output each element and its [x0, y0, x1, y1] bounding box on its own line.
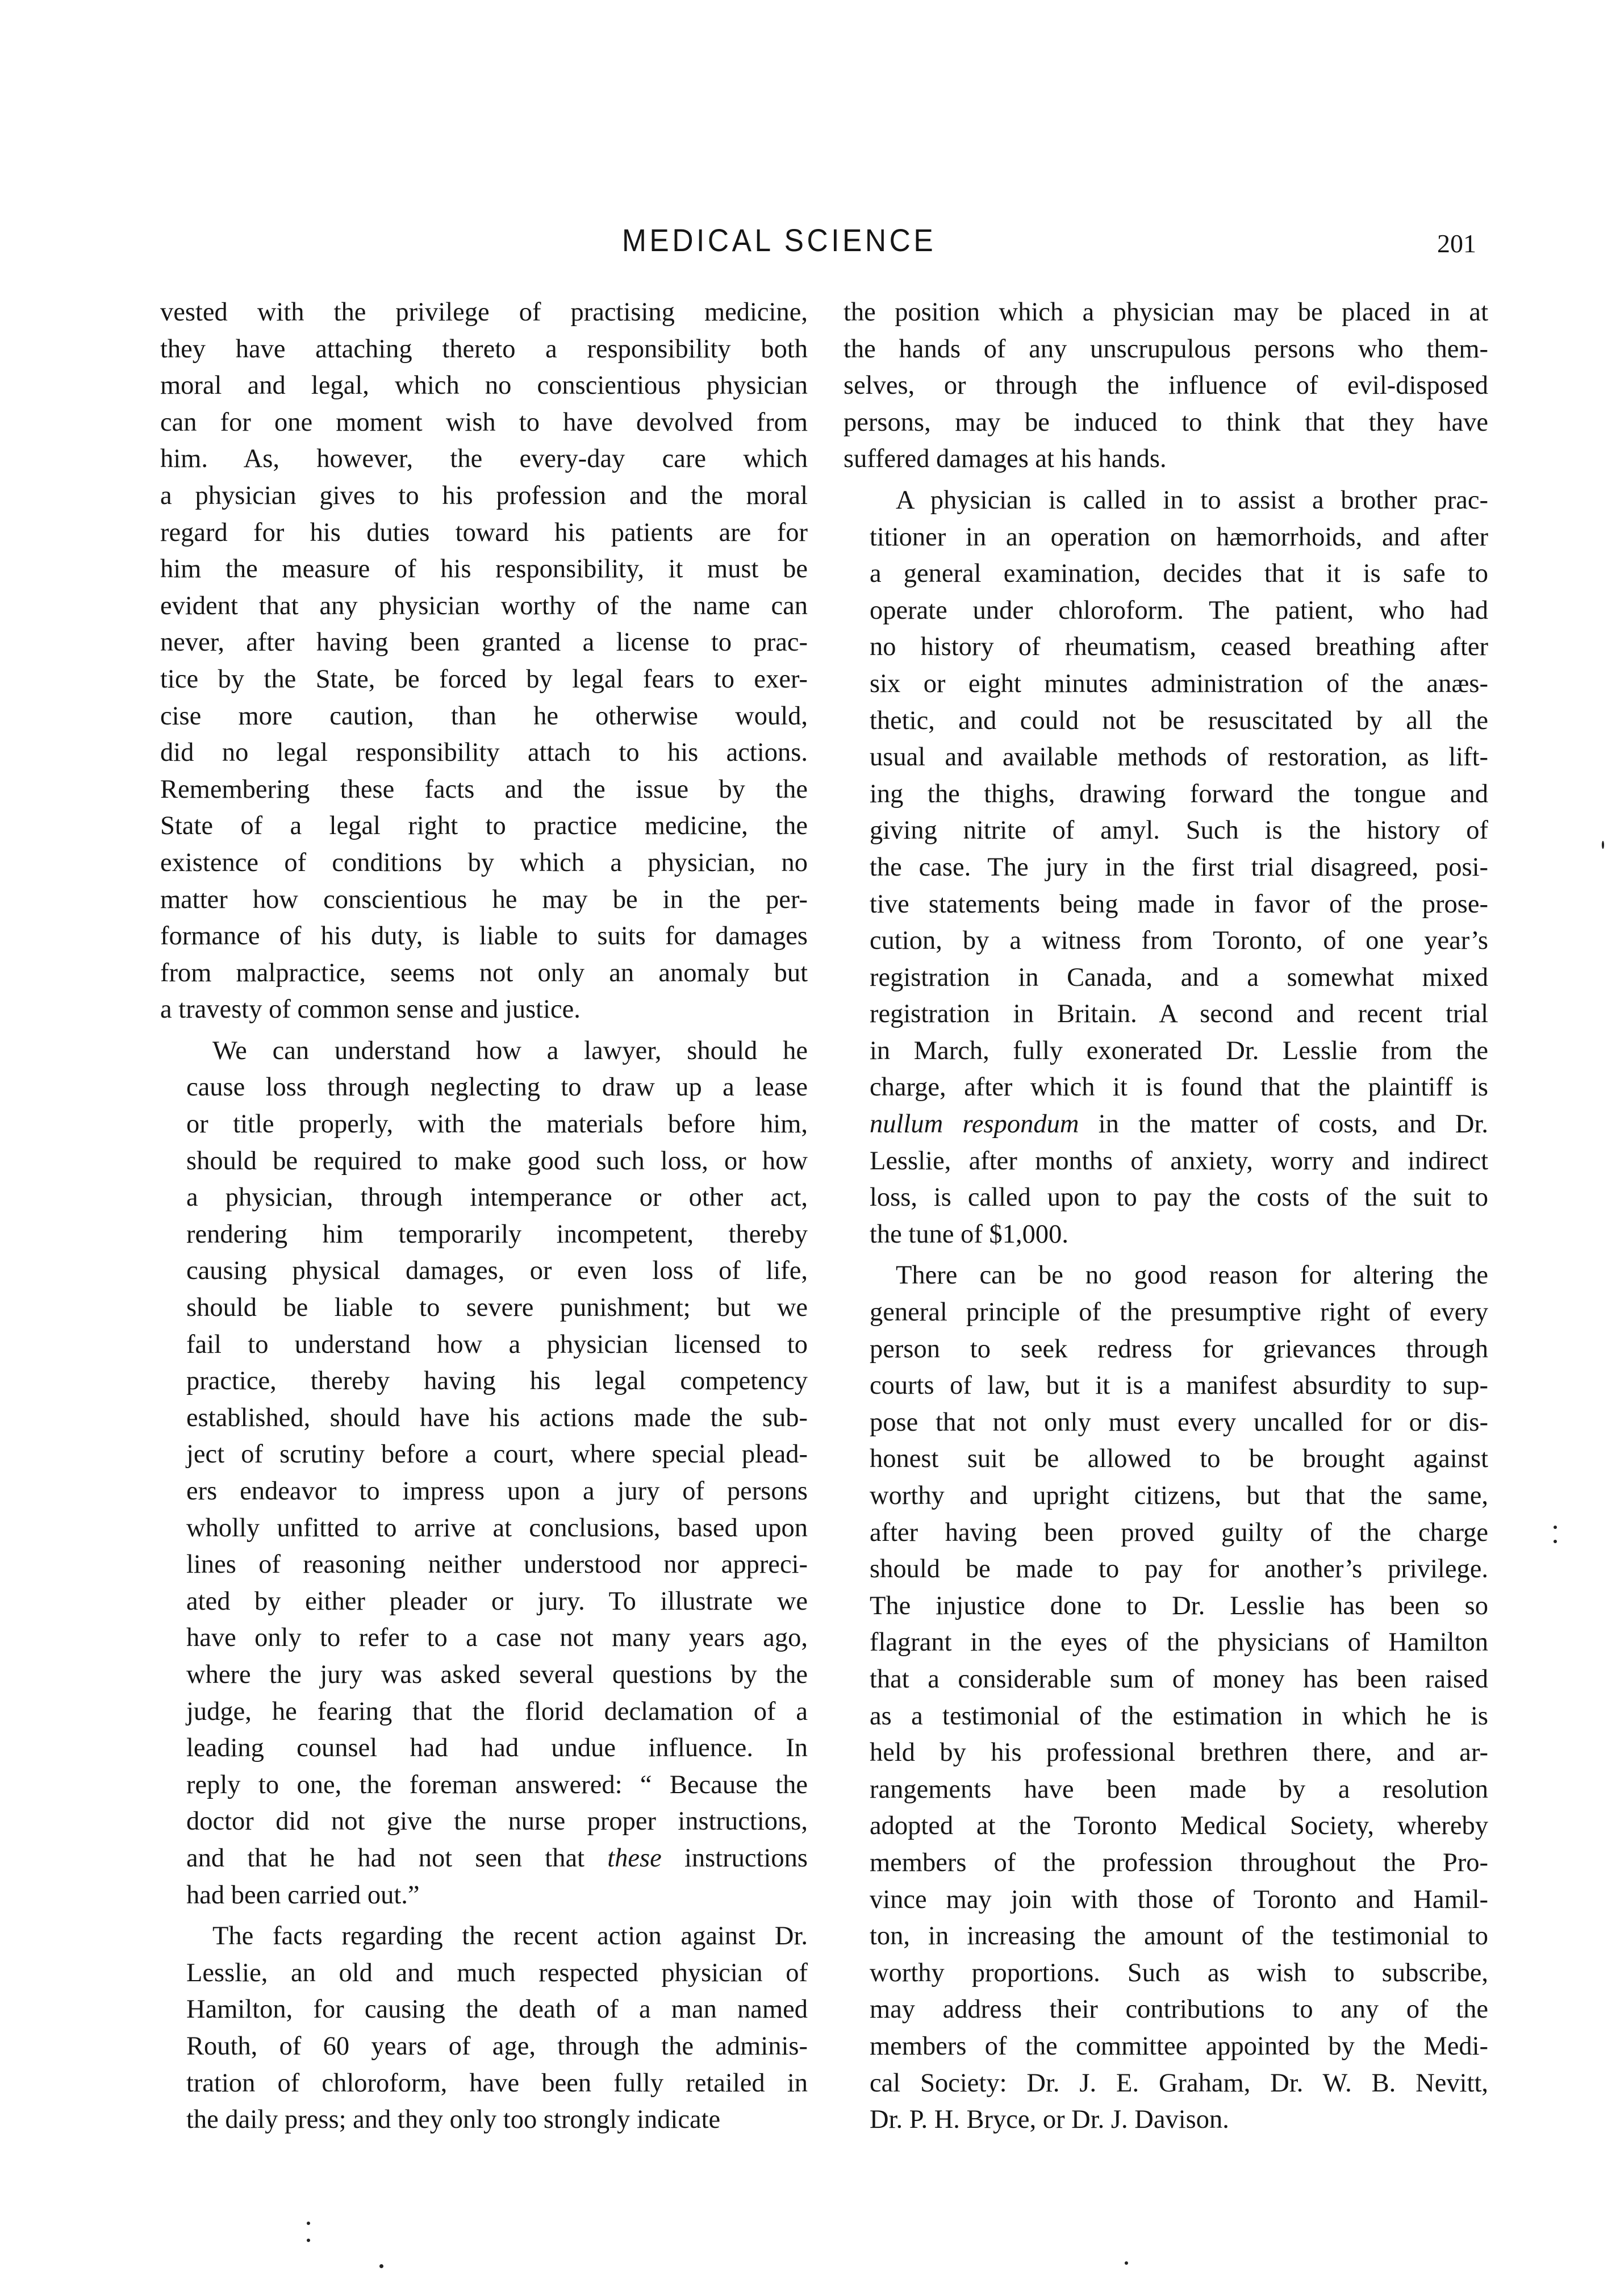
paragraph — [844, 482, 1488, 1253]
text-line: giving nitrite of amyl. Such is the history of — [870, 816, 1488, 845]
text-line: a physician, through intemperance or other act, — [186, 1183, 808, 1212]
text-line: a physician gives to his profession and the moral — [160, 481, 808, 510]
text-line: existence of conditions by which a physician, no — [160, 848, 808, 877]
text-line: courts of law, but it is a manifest absurdity to sup- — [870, 1371, 1488, 1401]
text-line: We can understand how a lawyer, should he — [212, 1036, 808, 1065]
text-line: Lesslie, after months of anxiety, worry and indirect — [870, 1146, 1488, 1176]
text-line: rangements have been made by a resolution — [870, 1774, 1488, 1804]
text-line: from malpractice, seems not only an anomaly but — [160, 958, 808, 987]
text-line: should be required to make good such loss, or how — [186, 1146, 808, 1176]
page-number: 201 — [1437, 229, 1476, 258]
text-line: members of the committee appointed by the Medi- — [870, 2031, 1488, 2061]
text-line: leading counsel had had undue influence. In — [186, 1734, 808, 1763]
text-line: nullum respondum in the matter of costs, and Dr. — [870, 1110, 1488, 1139]
text-line: formance of his duty, is liable to suits for damages — [160, 922, 808, 951]
text-line: regard for his duties toward his patients are for — [160, 518, 808, 547]
text-line: the case. The jury in the first trial disagreed, posi- — [870, 852, 1488, 882]
text-line: general principle of the presumptive right of every — [870, 1298, 1488, 1327]
text-line: tive statements being made in favor of the prose- — [870, 889, 1488, 919]
text-line: honest suit be allowed to be brought against — [870, 1444, 1488, 1474]
text-line: him the measure of his responsibility, it must be — [160, 555, 808, 584]
text-line: the daily press; and they only too strongly indicate — [186, 2105, 721, 2135]
text-line: State of a legal right to practice medicine, the — [160, 811, 808, 841]
text-line: The facts regarding the recent action against Dr. — [212, 1922, 808, 1951]
text-line: the position which a physician may be placed in at — [844, 298, 1488, 327]
scan-speck — [379, 2264, 383, 2268]
text-line: as a testimonial of the estimation in which he is — [870, 1701, 1488, 1731]
text-line: a general examination, decides that it is safe to — [870, 559, 1488, 589]
text-line: The injustice done to Dr. Lesslie has been so — [870, 1591, 1488, 1620]
text-line: worthy proportions. Such as wish to subscribe, — [870, 1958, 1488, 1987]
text-line: a travesty of common sense and justice. — [160, 995, 581, 1024]
text-line: ton, in increasing the amount of the testimonial to — [870, 1922, 1488, 1951]
text-line: have only to refer to a case not many years ago, — [186, 1623, 808, 1653]
text-line: suffered damages at his hands. — [844, 444, 1167, 474]
text-line: practice, thereby having his legal competency — [186, 1366, 808, 1396]
text-line: and that he had not seen that these instructions — [186, 1843, 808, 1873]
text-line: usual and available methods of restoration, as lift- — [870, 743, 1488, 772]
text-line: no history of rheumatism, ceased breathing after — [870, 632, 1488, 662]
text-line: tice by the State, be forced by legal fears to exer- — [160, 664, 808, 694]
text-line: cution, by a witness from Toronto, of one year’s — [870, 926, 1488, 956]
text-line: evident that any physician worthy of the name can — [160, 591, 808, 620]
scan-speck — [1125, 2261, 1128, 2265]
text-line: judge, he fearing that the florid declamation of a — [186, 1697, 808, 1726]
text-line: Dr. P. H. Bryce, or Dr. J. Davison. — [870, 2105, 1229, 2135]
text-line: matter how conscientious he may be in the per- — [160, 885, 808, 914]
text-line: the tune of $1,000. — [870, 1219, 1068, 1249]
text-line: titioner in an operation on hæmorrhoids, and after — [870, 522, 1488, 552]
text-line: cause loss through neglecting to draw up a lease — [186, 1073, 808, 1102]
text-line: charge, after which it is found that the plaintiff is — [870, 1073, 1488, 1102]
text-line: him. As, however, the every-day care which — [160, 444, 808, 474]
text-line: Remembering these facts and the issue by the — [160, 774, 808, 804]
text-line: should be liable to severe punishment; but we — [186, 1293, 808, 1323]
text-line: can for one moment wish to have devolved from — [160, 407, 808, 437]
text-line: pose that not only must every uncalled for or dis- — [870, 1407, 1488, 1437]
text-line: that a considerable sum of money has been raised — [870, 1664, 1488, 1694]
right-column — [844, 294, 1488, 2139]
text-line: held by his professional brethren there, and ar- — [870, 1738, 1488, 1768]
text-line: A physician is called in to assist a brother prac- — [896, 485, 1488, 515]
scan-speck — [307, 2239, 310, 2242]
text-line: thetic, and could not be resuscitated by all the — [870, 706, 1488, 735]
text-line: in March, fully exonerated Dr. Lesslie from the — [870, 1036, 1488, 1065]
text-line: they have attaching thereto a responsibility both — [160, 334, 808, 364]
italic-text: these — [607, 1843, 662, 1873]
scan-speck — [307, 2222, 310, 2225]
paragraph — [844, 1257, 1488, 2138]
running-title: MEDICAL SCIENCE — [622, 222, 937, 258]
text-line: There can be no good reason for altering the — [896, 1261, 1488, 1290]
text-line: cise more caution, than he otherwise would, — [160, 701, 808, 731]
text-line: or title properly, with the materials before him, — [186, 1110, 808, 1139]
text-line: rendering him temporarily incompetent, thereby — [186, 1219, 808, 1249]
text-line: persons, may be induced to think that they have — [844, 407, 1488, 437]
text-line: lines of reasoning neither understood nor appreci- — [186, 1550, 808, 1580]
left-column — [160, 294, 808, 2139]
text-line: ing the thighs, drawing forward the tongue and — [870, 779, 1488, 809]
text-line: registration in Canada, and a somewhat mixed — [870, 962, 1488, 992]
text-line: had been carried out.” — [186, 1880, 420, 1910]
text-line: ers endeavor to impress upon a jury of persons — [186, 1477, 808, 1506]
text-line: selves, or through the influence of evil-disposed — [844, 371, 1488, 401]
page-header — [0, 216, 1616, 273]
text-line: registration in Britain. A second and recent trial — [870, 999, 1488, 1029]
text-line: six or eight minutes administration of the anæs- — [870, 669, 1488, 698]
scan-speck — [1602, 841, 1604, 849]
scan-speck — [1554, 1540, 1557, 1543]
text-line: wholly unfitted to arrive at conclusions, based upon — [186, 1513, 808, 1543]
text-line: worthy and upright citizens, but that the same, — [870, 1481, 1488, 1510]
text-line: doctor did not give the nurse proper instructions, — [186, 1807, 808, 1836]
scan-speck — [1554, 1526, 1557, 1529]
text-line: vince may join with those of Toronto and Hamil- — [870, 1885, 1488, 1914]
text-line: fail to understand how a physician licensed to — [186, 1330, 808, 1359]
text-line: may address their contributions to any of the — [870, 1995, 1488, 2024]
text-line: where the jury was asked several questions by the — [186, 1660, 808, 1689]
paragraph — [160, 1033, 808, 1914]
text-line: established, should have his actions made the sub- — [186, 1403, 808, 1432]
text-line: reply to one, the foreman answered: “ Because the — [186, 1770, 808, 1799]
text-line: loss, is called upon to pay the costs of the suit to — [870, 1183, 1488, 1212]
paragraph — [160, 294, 808, 1028]
text-line: vested with the privilege of practising medicine, — [160, 298, 808, 327]
text-line: never, after having been granted a license to prac- — [160, 628, 808, 657]
text-line: members of the profession throughout the Pro- — [870, 1848, 1488, 1877]
text-line: adopted at the Toronto Medical Society, whereby — [870, 1811, 1488, 1841]
text-line: flagrant in the eyes of the physicians of Hamilton — [870, 1628, 1488, 1657]
italic-text: nullum respondum — [870, 1110, 1079, 1139]
text-line: should be made to pay for another’s privilege. — [870, 1555, 1488, 1584]
text-line: ated by either pleader or jury. To illustrate we — [186, 1586, 808, 1616]
text-line: Hamilton, for causing the death of a man named — [186, 1995, 808, 2024]
text-line: after having been proved guilty of the charge — [870, 1518, 1488, 1547]
text-line: Routh, of 60 years of age, through the adminis- — [186, 2031, 808, 2061]
text-line: did no legal responsibility attach to his actions. — [160, 738, 808, 768]
paragraph — [160, 1918, 808, 2139]
text-line: operate under chloroform. The patient, who had — [870, 595, 1488, 625]
paragraph — [844, 294, 1488, 478]
text-line: causing physical damages, or even loss of life, — [186, 1256, 808, 1286]
text-line: Lesslie, an old and much respected physician of — [186, 1958, 808, 1987]
text-line: ject of scrutiny before a court, where special plead- — [186, 1440, 808, 1469]
text-line: the hands of any unscrupulous persons who them- — [844, 334, 1488, 364]
text-line: moral and legal, which no conscientious physician — [160, 371, 808, 401]
text-line: person to seek redress for grievances through — [870, 1334, 1488, 1364]
text-line: tration of chloroform, have been fully retailed in — [186, 2068, 808, 2098]
text-line: cal Society: Dr. J. E. Graham, Dr. W. B. Nevitt, — [870, 2068, 1488, 2098]
